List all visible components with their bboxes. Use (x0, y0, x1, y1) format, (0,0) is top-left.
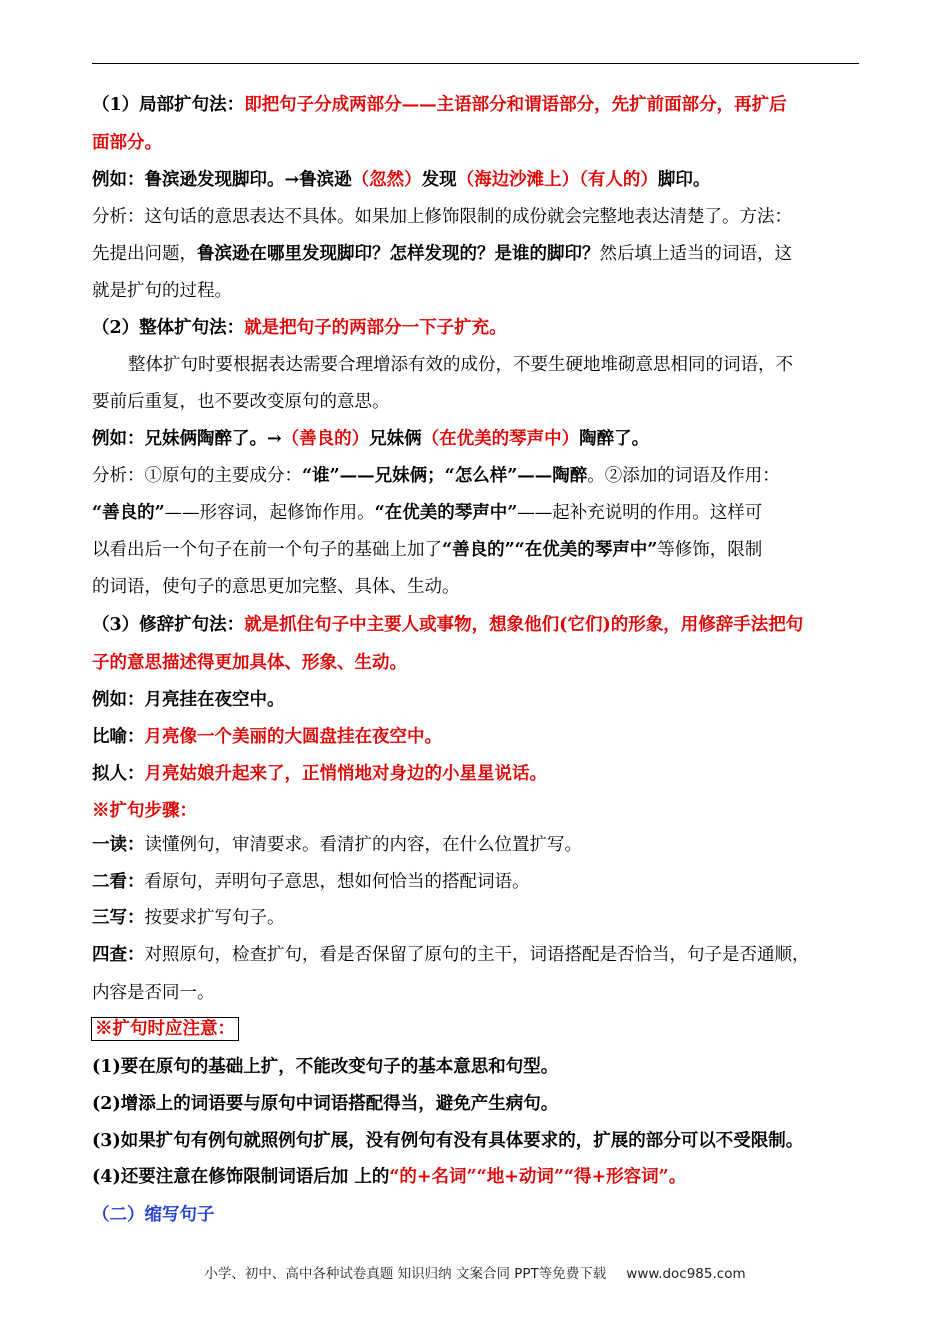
step-4-cont (92, 983, 867, 1003)
note-3 (92, 1131, 867, 1151)
s1-definition: 即把句子分成两部分——主语部分和谓语部分，先扩前面部分，再扩后 (244, 95, 787, 115)
example-1 (92, 170, 867, 190)
s1-definition-end: 面部分。 (92, 133, 162, 153)
steps-heading (92, 801, 867, 821)
step-3-text: 按要求扩写句子。 (144, 908, 285, 928)
note-2-text: (2)增添上的词语要与原句中词语搭配得当，避免产生病句。 (92, 1094, 559, 1114)
step-3 (92, 908, 867, 928)
analysis-2-modifiers: “善良的”“在优美的琴声中” (442, 540, 658, 560)
s1-heading (92, 95, 867, 115)
personification-sentence: 月亮姑娘升起来了，正悄悄地对身边的小星星说话。 (144, 764, 547, 784)
step-2-text: 看原句，弄明句子意思，想如何恰当的搭配词语。 (144, 872, 530, 892)
step-1 (92, 835, 867, 855)
analysis-1-text: 分析：这句话的意思表达不具体。如果加上修饰限制的成份就会完整地表达清楚了。方法： (92, 207, 792, 227)
analysis-1-post: 然后填上适当的词语，这 (599, 244, 792, 264)
analysis-1-line-2 (92, 244, 867, 264)
step-1-label: 一读： (92, 835, 145, 855)
step-2 (92, 872, 867, 892)
analysis-2-summary: 以看出后一个句子在前一个句子的基础上加了 (92, 540, 442, 560)
analysis-1-line-3 (92, 281, 867, 301)
example-2-end: 陶醉了。 (579, 429, 650, 449)
step-4-text: 对照原句，检查扩句，看是否保留了原句的主干，词语搭配是否恰当，句子是否通顺， (144, 945, 810, 965)
example-2-text: 例如：兄妹俩陶醉了。→ (92, 429, 282, 449)
analysis-2-word-a-role: ——形容词，起修饰作用。 (164, 503, 375, 523)
analysis-2-word-b-role: ——起补充说明的作用。这样可 (517, 503, 763, 523)
metaphor-label: 比喻： (92, 727, 145, 747)
s3-definition-end: 子的意思描述得更加具体、形象、生动。 (92, 653, 407, 673)
s2-paragraph-end: 要前后重复，也不要改变原句的意思。 (92, 392, 390, 412)
analysis-2-intro: 分析：①原句的主要成分： (92, 466, 302, 486)
note-4 (92, 1167, 867, 1187)
note-4-text: (4)还要注意在修饰限制词语后加 上的 (92, 1167, 390, 1187)
s1-definition-cont (92, 133, 867, 153)
steps-title: ※扩句步骤： (92, 801, 197, 821)
step-4-label: 四查： (92, 945, 145, 965)
analysis-2-word-a: “善良的” (92, 503, 165, 523)
footer-text: 小学、初中、高中各种试卷真题 知识归纳 文案合同 PPT等免费下载 (204, 1266, 607, 1282)
analysis-1-end: 就是扩句的过程。 (92, 281, 232, 301)
step-3-label: 三写： (92, 908, 145, 928)
analysis-2-line-2 (92, 503, 867, 523)
example-3 (92, 690, 867, 710)
example-1-verb: 发现 (421, 170, 457, 190)
s1-title: （1）局部扩句法： (92, 95, 245, 115)
example-2-added-b: （在优美的琴声中） (421, 429, 580, 449)
metaphor-sentence: 月亮像一个美丽的大圆盘挂在夜空中。 (144, 727, 442, 747)
analysis-1-questions: 鲁滨逊在哪里发现脚印？怎样发现的？是谁的脚印？ (197, 244, 600, 264)
example-2 (92, 429, 867, 449)
s2-definition: 就是把句子的两部分一下子扩充。 (244, 318, 507, 338)
analysis-2-summary-end: 等修饰，限制 (657, 540, 763, 560)
analysis-2-line-3 (92, 540, 867, 560)
header-rule (92, 63, 859, 64)
s2-paragraph-text: 整体扩句时要根据表达需要合理增添有效的成份，不要生硬地堆砌意思相同的词语，不 (128, 355, 793, 375)
s2-paragraph-line-1 (92, 355, 867, 375)
metaphor-example (92, 727, 867, 747)
example-1-text: 例如：鲁滨逊发现脚印。→鲁滨逊 (92, 170, 352, 190)
step-2-label: 二看： (92, 872, 145, 892)
s2-heading (92, 318, 867, 338)
step-4 (92, 945, 867, 965)
footer-link[interactable]: www.doc985.com (626, 1266, 746, 1282)
step-1-text: 读懂例句，审清要求。看清扩的内容，在什么位置扩写。 (144, 835, 582, 855)
example-2-added-a: （善良的） (281, 429, 370, 449)
s3-definition-cont (92, 653, 867, 673)
note-3-text: (3)如果扩句有例句就照例句扩展，没有例句有没有具体要求的，扩展的部分可以不受限制。 (92, 1131, 804, 1151)
example-1-added-b: （海边沙滩上）（有人的） (456, 170, 658, 190)
s2-title: （2）整体扩句法： (92, 318, 245, 338)
s3-title: （3）修辞扩句法： (92, 615, 245, 635)
analysis-2-conclusion: 的词语，使句子的意思更加完整、具体、生动。 (92, 577, 460, 597)
analysis-2-word-b: “在优美的琴声中” (374, 503, 518, 523)
analysis-2-line-1 (92, 466, 867, 486)
personification-example (92, 764, 867, 784)
personification-label: 拟人： (92, 764, 145, 784)
s3-heading (92, 615, 867, 635)
example-1-end: 脚印。 (657, 170, 711, 190)
analysis-2-line-4 (92, 577, 867, 597)
note-2 (92, 1094, 867, 1114)
analysis-2-words: 。②添加的词语及作用： (587, 466, 780, 486)
section-2-title: （二）缩写句子 (92, 1205, 215, 1225)
notes-title: ※扩句时应注意： (91, 1017, 239, 1041)
s2-paragraph-line-2 (92, 392, 867, 412)
page-footer (0, 1262, 950, 1282)
analysis-1-line-1 (92, 207, 867, 227)
analysis-1-pre: 先提出问题， (92, 244, 197, 264)
example-3-text: 例如：月亮挂在夜空中。 (92, 690, 285, 710)
note-4-patterns: “的+名词”“地+动词”“得+形容词”。 (389, 1167, 687, 1187)
example-1-added-a: （忽然） (351, 170, 422, 190)
notes-heading (91, 1019, 866, 1039)
note-1-text: (1)要在原句的基础上扩，不能改变句子的基本意思和句型。 (92, 1057, 559, 1077)
step-4-text-end: 内容是否同一。 (92, 983, 215, 1003)
analysis-2-components: “谁”——兄妹俩；“怎么样”——陶醉 (302, 466, 588, 486)
example-2-subject: 兄妹俩 (369, 429, 422, 449)
note-1 (92, 1057, 867, 1077)
s3-definition: 就是抓住句子中主要人或事物，想象他们(它们)的形象，用修辞手法把句 (244, 615, 804, 635)
section-2-heading (92, 1205, 867, 1225)
